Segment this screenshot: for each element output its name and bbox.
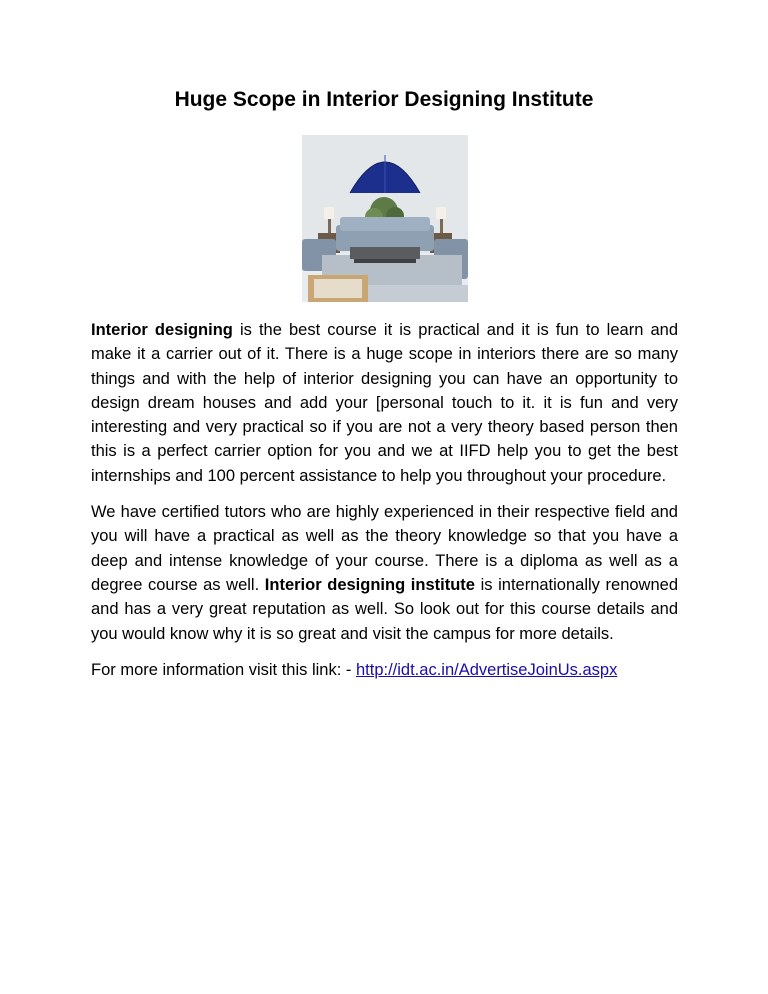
paragraph-2 xyxy=(91,500,678,646)
page-title: Huge Scope in Interior Designing Institute xyxy=(174,88,594,111)
article-body xyxy=(91,318,678,694)
paragraph-2-text-before: We have certified tutors who are highly experienced in their respective field and you will have a practical as well as the theory knowledge so that you have a deep and intense knowledge of your course. There is a diploma as well as a degree course as well. xyxy=(91,503,678,594)
link-label: For more information visit this link: - xyxy=(91,660,356,679)
interior-photo xyxy=(302,135,468,302)
bold-lead: Interior designing xyxy=(91,321,233,339)
paragraph-2-text-after: is internationally renowned and has a very great reputation as well. So look out for this course details and you would know why it is so great and visit the campus for more details. xyxy=(91,575,678,643)
paragraph-1-text: is the best course it is practical and it is fun to learn and make it a carrier out of it. There is a huge scope in interiors there are so many things and with the help of interior designing you can have an opportunity to design dream houses and add your [personal touch to it. it is fun and very interesting and very practical so if you are not a very theory based person then this is a perfect carrier option for you and we at IIFD help you to get the best internships and 100 percent assistance to help you throughout your procedure. xyxy=(91,321,678,485)
paragraph-2-bold: Interior designing institute xyxy=(264,575,475,594)
paragraph-3 xyxy=(91,658,678,682)
paragraph-1 xyxy=(91,318,678,488)
info-link[interactable]: http://idt.ac.in/AdvertiseJoinUs.aspx xyxy=(355,660,618,679)
